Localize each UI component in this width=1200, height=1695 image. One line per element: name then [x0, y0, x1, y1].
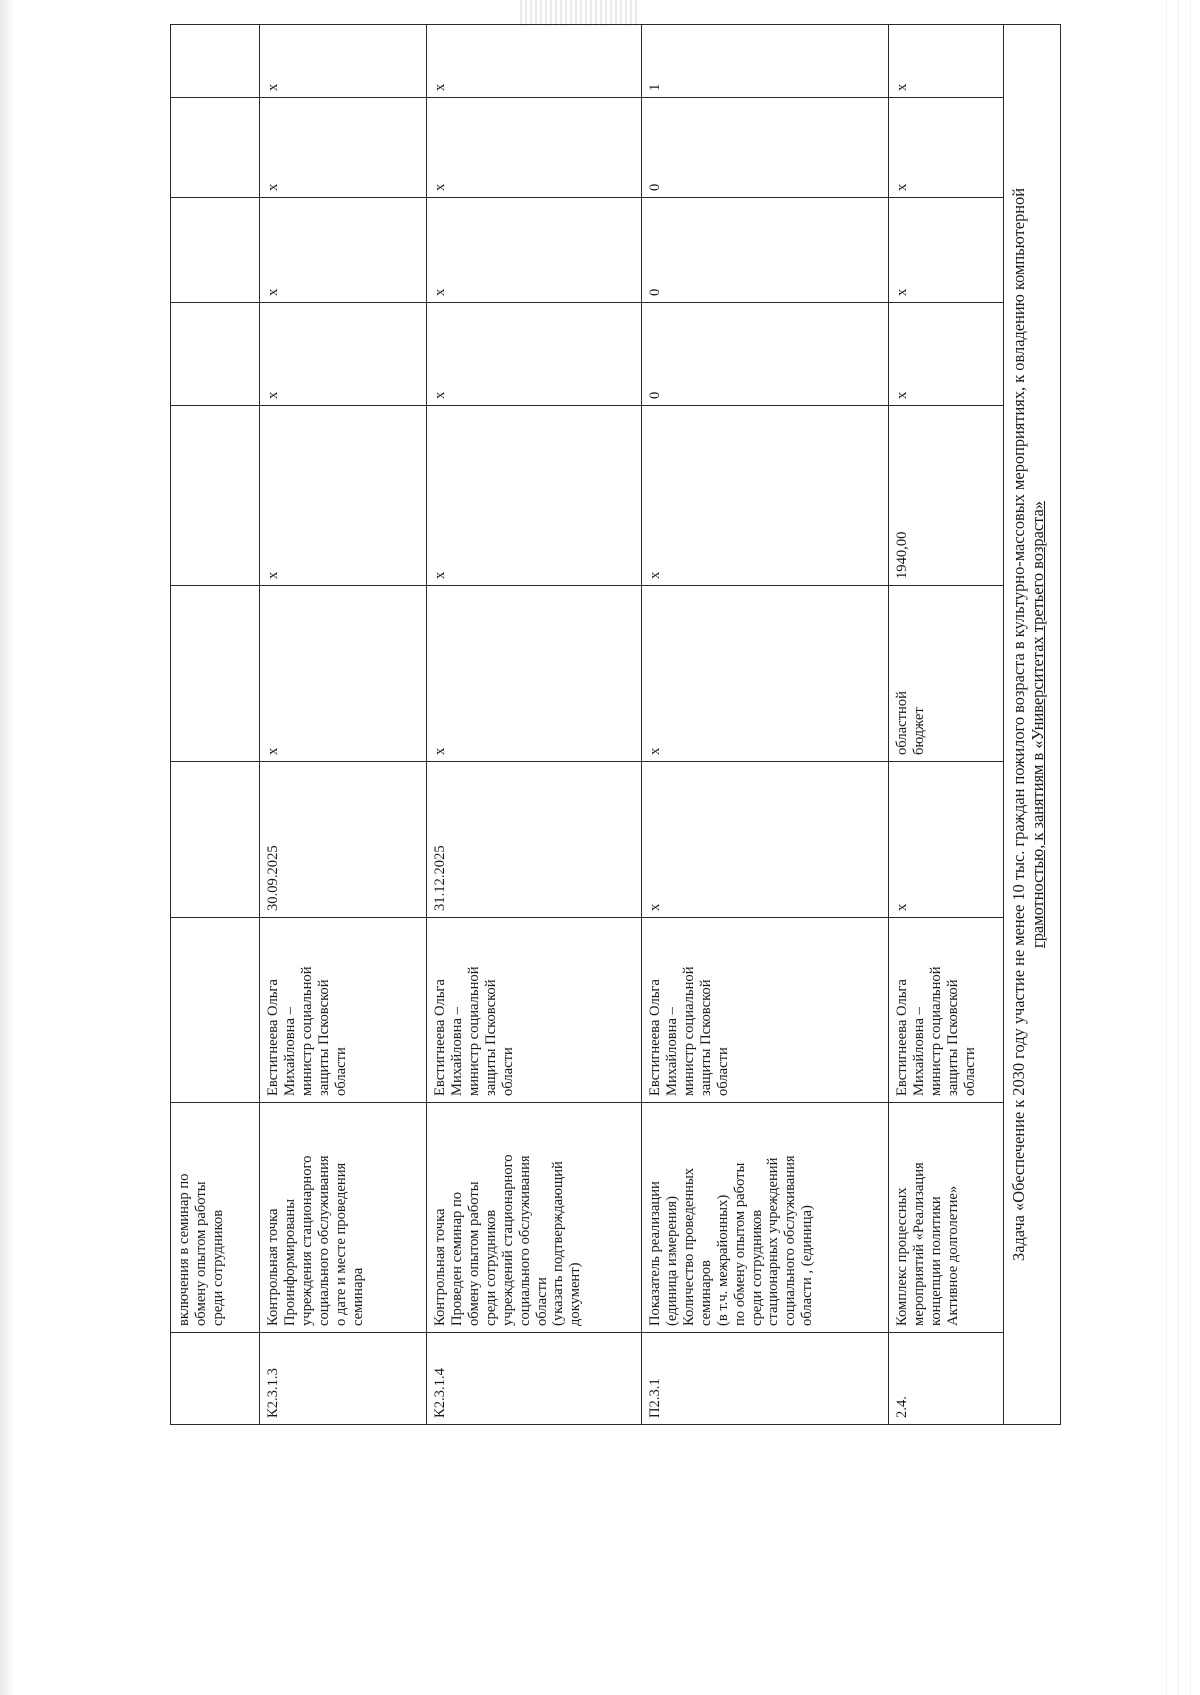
cell-date: х [642, 762, 889, 918]
cell-num [171, 1333, 260, 1425]
table-row [260, 25, 427, 1425]
cell-value-3 [171, 98, 260, 198]
task-line-2: грамотностью, к занятиям в «Университетах третьего возраста» [1028, 501, 1048, 948]
cell-value-4: х [889, 25, 1004, 98]
cell-amount: 1940,00 [889, 406, 1004, 586]
cell-value-3: 0 [642, 98, 889, 198]
cell-value-3: х [427, 98, 642, 198]
cell-value-2: х [427, 198, 642, 303]
scan-edge-right [1160, 0, 1200, 1695]
plan-table [170, 24, 1061, 1425]
cell-value-1: х [889, 303, 1004, 406]
cell-value-1: 0 [642, 303, 889, 406]
cell-amount [171, 406, 260, 586]
cell-num: 2.4. [889, 1333, 1004, 1425]
cell-value-2 [171, 198, 260, 303]
cell-source: х [260, 586, 427, 762]
cell-source [171, 586, 260, 762]
cell-value-1 [171, 303, 260, 406]
cell-value-4 [171, 25, 260, 98]
cell-name: Показатель реализации (единица измерения) Количество проведенных семинаров (в т.ч. межрайонных) по обмену опытом работы среди сотрудников стационарных учреждений социального обслуживания области , (единица) [642, 1103, 889, 1333]
cell-value-4: х [260, 25, 427, 98]
table-row [642, 25, 889, 1425]
cell-amount: х [642, 406, 889, 586]
cell-value-2: х [260, 198, 427, 303]
table-row [1004, 25, 1061, 1425]
cell-value-2: 0 [642, 198, 889, 303]
task-line-1: Задача «Обеспечение к 2030 году участие не менее 10 тыс. граждан пожилого возраста в культурно-массовых мероприятиях, к овладению компьютерной [1009, 188, 1028, 1262]
cell-source: х [427, 586, 642, 762]
cell-responsible: Евстигнеева Ольга Михайловна – министр социальной защиты Псковской области [642, 918, 889, 1103]
cell-name: Контрольная точка Проведен семинар по обмену опытом работы среди сотрудников учреждений стационарного социального обслуживания области (указать подтверждающий документ) [427, 1103, 642, 1333]
task-heading [1004, 25, 1061, 1425]
cell-name: Контрольная точка Проинформированы учреждения стационарного социального обслуживания о дате и месте проведения семинара [260, 1103, 427, 1333]
cell-responsible: Евстигнеева Ольга Михайловна – министр социальной защиты Псковской области [889, 918, 1004, 1103]
cell-name: включения в семинар по обмену опытом работы среди сотрудников [171, 1103, 260, 1333]
cell-value-1: х [427, 303, 642, 406]
cell-value-3: х [889, 98, 1004, 198]
table-row [171, 25, 260, 1425]
cell-num: К2.3.1.3 [260, 1333, 427, 1425]
cell-amount: х [427, 406, 642, 586]
cell-value-2: х [889, 198, 1004, 303]
cell-date: 30.09.2025 [260, 762, 427, 918]
cell-amount: х [260, 406, 427, 586]
cell-num: К2.3.1.4 [427, 1333, 642, 1425]
cell-date [171, 762, 260, 918]
cell-value-3: х [260, 98, 427, 198]
scan-artifact-top [520, 0, 640, 26]
cell-responsible [171, 918, 260, 1103]
cell-date: 31.12.2025 [427, 762, 642, 918]
cell-name: Комплекс процессных мероприятий «Реализация концепции политики Активное долголетие» [889, 1103, 1004, 1333]
cell-value-4: 1 [642, 25, 889, 98]
cell-num: П2.3.1 [642, 1333, 889, 1425]
rotated-page [170, 25, 1056, 1425]
table-row [427, 25, 642, 1425]
cell-source: х [642, 586, 889, 762]
cell-responsible: Евстигнеева Ольга Михайловна – министр социальной защиты Псковской области [260, 918, 427, 1103]
cell-responsible: Евстигнеева Ольга Михайловна – министр социальной защиты Псковской области [427, 918, 642, 1103]
cell-date: х [889, 762, 1004, 918]
cell-source: областной бюджет [889, 586, 1004, 762]
cell-value-1: х [260, 303, 427, 406]
cell-value-4: х [427, 25, 642, 98]
table-row [889, 25, 1004, 1425]
scan-edge-left [0, 0, 14, 1695]
